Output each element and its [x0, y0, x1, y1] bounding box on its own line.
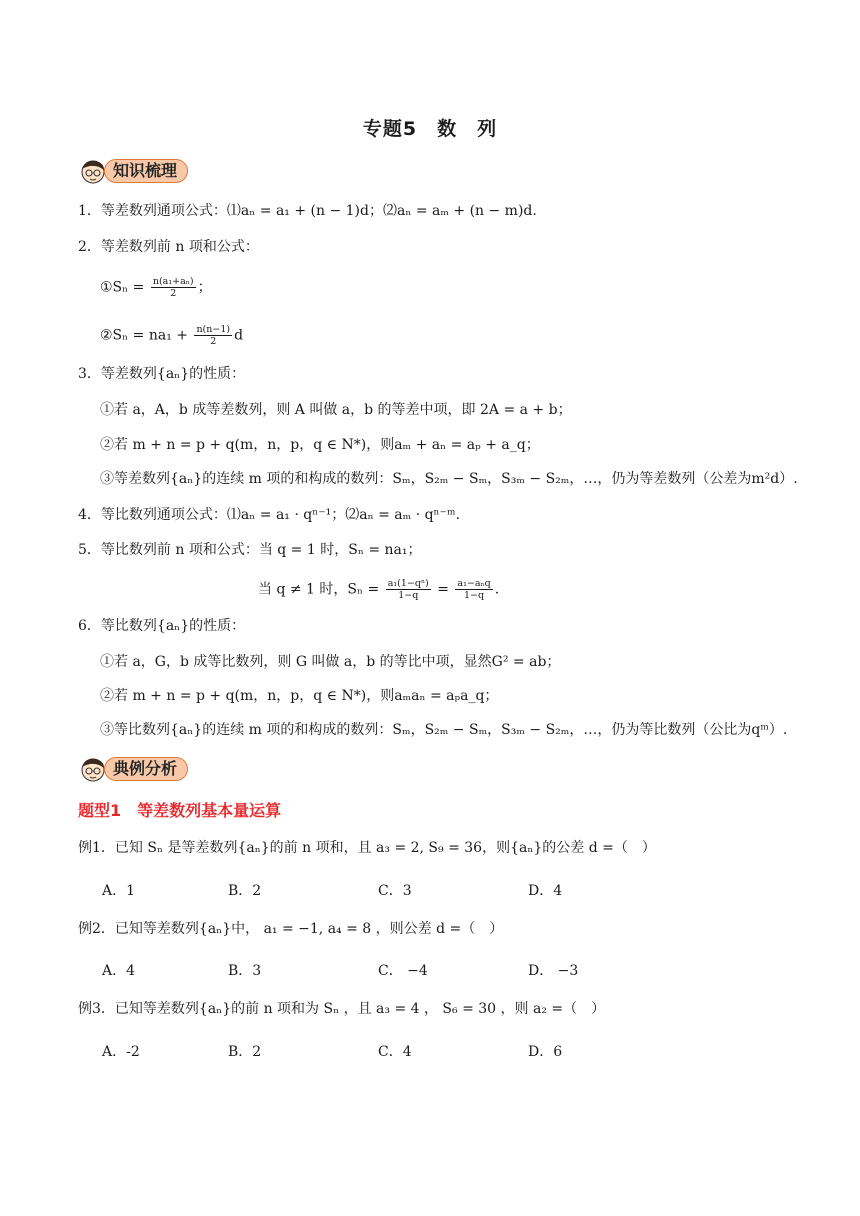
- fraction-denominator: 1−q: [398, 590, 419, 601]
- formula-equals: =: [432, 581, 454, 598]
- formula-line-6b: ②若 m + n = p + q(m，n，p，q ∈ N*)，则aₘaₙ = aₚa_q；: [100, 688, 499, 704]
- formula-suffix: d: [234, 327, 244, 344]
- fraction: [151, 276, 196, 299]
- formula-line-3: 3．等差数列{aₙ}的性质：: [78, 366, 246, 382]
- formula-line-2: 2．等差数列前 n 项和公式：: [78, 239, 259, 255]
- fraction-denominator: 1−q: [464, 590, 485, 601]
- fraction-denominator: 2: [170, 288, 177, 299]
- option-d: D． −3: [528, 963, 579, 979]
- option-b: B．3: [228, 963, 262, 979]
- formula-line-6: 6．等比数列{aₙ}的性质：: [78, 618, 246, 634]
- formula-line-5: 5．等比数列前 n 项和公式：当 q = 1 时，Sₙ = na₁；: [78, 542, 422, 558]
- fraction-numerator: n(a₁+aₙ): [152, 276, 194, 287]
- fraction-numerator: n(n−1): [196, 324, 231, 335]
- option-d: D．6: [528, 1044, 563, 1060]
- formula-line-2a: [100, 276, 212, 299]
- option-a: A．4: [102, 963, 136, 979]
- formula-prefix: ②Sₙ = na₁ +: [100, 327, 193, 344]
- option-c: C． −4: [378, 963, 428, 979]
- option-d: D．4: [528, 883, 563, 899]
- fraction: [386, 578, 431, 601]
- option-a: A．-2: [102, 1044, 140, 1060]
- formula-prefix: 当 q ≠ 1 时，Sₙ =: [258, 581, 384, 598]
- option-b: B．2: [228, 883, 262, 899]
- section-badge-examples: [78, 753, 208, 783]
- example-question: 例3．已知等差数列{aₙ}的前 n 项和为 Sₙ ，且 a₃ = 4 ， S₆ = 30 ，则 a₂ =（ ）: [78, 1001, 606, 1017]
- fraction: [455, 578, 492, 601]
- formula-line-3a: ①若 a，A，b 成等差数列，则 A 叫做 a，b 的等差中项，即 2A = a + b；: [100, 402, 572, 418]
- option-c: C．3: [378, 883, 412, 899]
- type-heading: 题型1 等差数列基本量运算: [78, 801, 282, 820]
- page-title: 专题5 数 列: [362, 118, 498, 140]
- formula-prefix: ①Sₙ =: [100, 279, 149, 296]
- fraction-numerator: a₁(1−qⁿ): [387, 578, 429, 589]
- formula-line-6c: ③等比数列{aₙ}的连续 m 项的和构成的数列：Sₘ，S₂ₘ − Sₘ，S₃ₘ − S₂ₘ，…，仍为等比数列（公比为qᵐ）.: [100, 722, 788, 738]
- option-b: B．2: [228, 1044, 262, 1060]
- formula-suffix: ；: [197, 279, 212, 296]
- fraction-denominator: 2: [210, 336, 217, 347]
- example-question: 例1．已知 Sₙ 是等差数列{aₙ}的前 n 项和，且 a₃ = 2, S₉ = 36，则{aₙ}的公差 d =（ ）: [78, 840, 656, 856]
- formula-line-3c: ③等差数列{aₙ}的连续 m 项的和构成的数列：Sₘ，S₂ₘ − Sₘ，S₃ₘ − S₂ₘ，…，仍为等差数列（公差为m²d）.: [100, 471, 798, 487]
- formula-line-2b: [100, 324, 243, 347]
- formula-line-5b: [258, 578, 499, 601]
- example-question: 例2．已知等差数列{aₙ}中， a₁ = −1, a₄ = 8 ，则公差 d =（ ）: [78, 921, 504, 937]
- option-c: C．4: [378, 1044, 412, 1060]
- formula-line-4: 4．等比数列通项公式：⑴aₙ = a₁ · qⁿ⁻¹；⑵aₙ = aₘ · qⁿ⁻ᵐ.: [78, 507, 461, 523]
- formula-suffix: .: [494, 581, 500, 598]
- formula-line-3b: ②若 m + n = p + q(m，n，p，q ∈ N*)，则aₘ + aₙ = aₚ + a_q；: [100, 437, 540, 453]
- formula-line-6a: ①若 a，G，b 成等比数列，则 G 叫做 a，b 的等比中项，显然G² = ab；: [100, 654, 561, 670]
- option-a: A．1: [102, 883, 136, 899]
- formula-line-1: 1．等差数列通项公式：⑴aₙ = a₁ + (n − 1)d；⑵aₙ = aₘ + (n − m)d.: [78, 203, 537, 219]
- section-badge-label: 典例分析: [104, 757, 188, 781]
- fraction: [194, 324, 232, 347]
- fraction-numerator: a₁−aₙq: [457, 578, 491, 589]
- section-badge-knowledge: [78, 155, 208, 185]
- section-badge-label: 知识梳理: [104, 159, 188, 183]
